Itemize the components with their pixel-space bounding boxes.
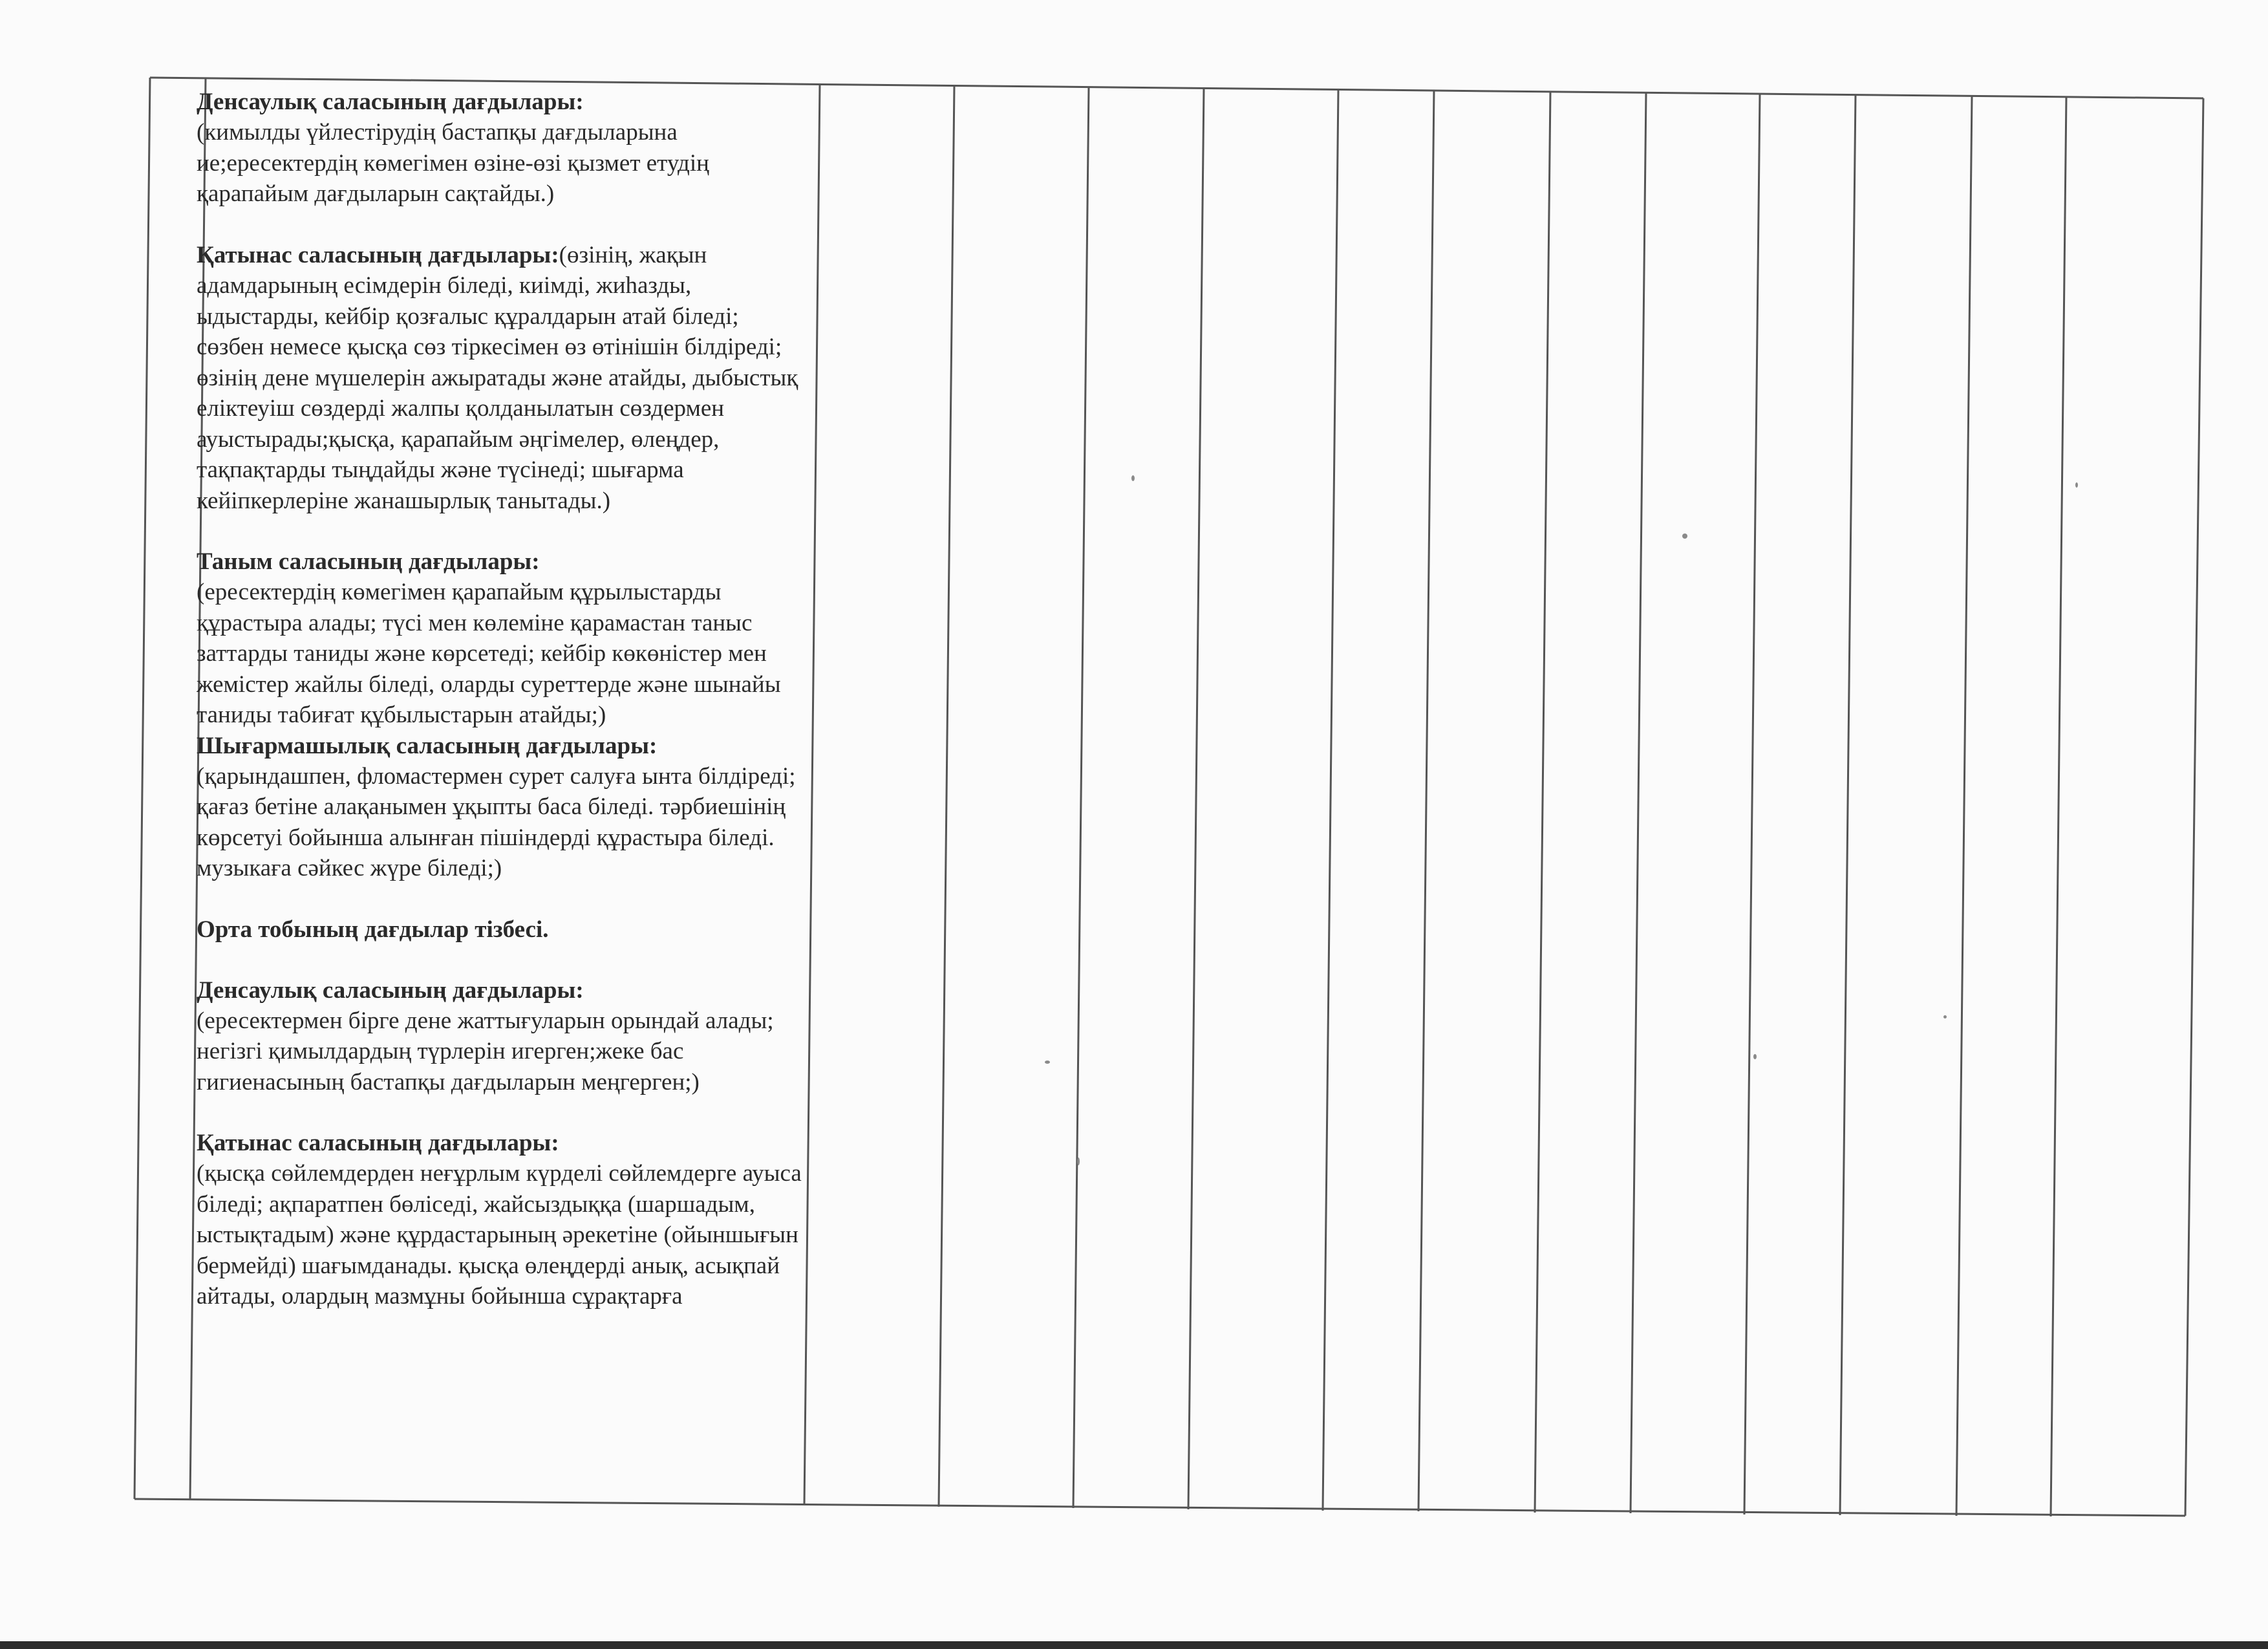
spacer [197,945,804,975]
section-text: (ересектердің көмегімен қарапайым құрылыстарды құрастыра алады; түсі мен көлеміне қарамастан таныс заттарды таниды және көрсетеді; кейбір көкөністер мен жемістер жайлы біледі, оларды суреттерде және шынайы таниды табиғат құбылыстарын атайды;) [197,579,781,728]
column-divider [2051,97,2066,1516]
section-text: (кимылды үйлестірудің бастапқы дағдыларына ие;ересектердің көмегімен өзіне-өзі қызмет етудің қарапайым дағдыларын сақтайды.) [197,119,709,207]
section-communication-middle [197,1128,804,1312]
column-divider [1956,96,1972,1516]
scan-speck [1753,1054,1757,1059]
group-title: Орта тобының дағдылар тізбесі. [197,916,549,943]
column-divider [1323,90,1338,1511]
column-divider [1188,89,1204,1509]
spacer [197,210,804,240]
section-heading: Қатынас саласының дағдылары: [197,1130,559,1156]
scan-speck [2075,482,2078,488]
column-divider [1744,94,1760,1514]
scan-speck [1682,534,1687,539]
section-heading: Денсаулық саласының дағдылары: [197,976,584,1004]
section-health-junior [197,87,804,210]
section-communication-junior [197,240,804,517]
scan-speck [1077,1158,1080,1165]
group-title-middle [197,914,804,945]
column-divider [1073,87,1089,1508]
table-left-border [134,78,150,1499]
table-right-border [2185,98,2203,1516]
section-heading: Денсаулық саласының дағдылары: [197,89,584,115]
scan-speck [1045,1061,1050,1064]
section-health-middle [197,975,804,1098]
section-text: (қарындашпен, фломастермен сурет салуға ынта білдіреді; қағаз бетіне алақанымен ұқыпты баса біледі. тәрбиешінің көрсетуі бойынша алынған пішіндерді құрастыра біледі. музыкаға сәйкес жүре біледі;) [197,762,796,881]
section-heading: Таным саласының дағдылары: [197,548,540,575]
scan-speck [1131,475,1135,481]
skills-text-cell [197,87,804,1477]
column-divider [1535,92,1550,1513]
spacer [197,516,804,546]
section-text: (ересектермен бірге дене жаттығуларын орындай алады; негізгі қимылдардың түрлерін игерген;жеке бас гигиенасының бастапқы дағдыларын меңгерген;) [197,1007,774,1095]
section-paragraph [197,240,804,517]
column-divider [804,85,820,1505]
column-divider [1418,91,1434,1511]
table-bottom-border [134,1499,2185,1516]
section-text: (қысқа сөйлемдерден неғұрлым күрделі сөйлемдерге ауыса біледі; ақпаратпен бөліседі, жайсыздыққа (шаршадым, ыстықтадым) және құрдастарының әрекетіне (ойыншығын бермейді) шағымданады. қысқа өлеңдерді анық, асықпай айтады, олардың мазмұны бойынша сұрақтарға [197,1160,802,1310]
section-creativity-junior [197,731,804,884]
section-cognition-junior [197,546,804,731]
section-text: (өзінің, жақын адамдарының есімдерін біледі, киімді, жиһазды, ыдыстарды, кейбір қозғалыс құралдарын атай біледі; сөзбен немесе қысқа сөз тіркесімен өз өтінішін білдіреді; өзінің дене мүшелерін ажыратады және атайды, дыбыстық еліктеуіш сөздерді жалпы қолданылатын сөздермен ауыстырады;қысқа, қарапайым әңгімелер, өлеңдер, тақпақтарды тыңдайды және түсінеді; шығарма кейіпкерлеріне жанашырлық танытады.) [197,241,798,514]
section-heading: Шығармашылық саласының дағдылары: [197,732,658,759]
spacer [197,1097,804,1128]
section-heading: Қатынас саласының дағдылары: [197,241,559,268]
scan-speck [1943,1015,1947,1018]
spacer [197,884,804,914]
column-divider [939,86,954,1507]
column-divider [1840,95,1856,1515]
column-divider [1631,93,1646,1513]
scan-bottom-edge [0,1641,2268,1649]
